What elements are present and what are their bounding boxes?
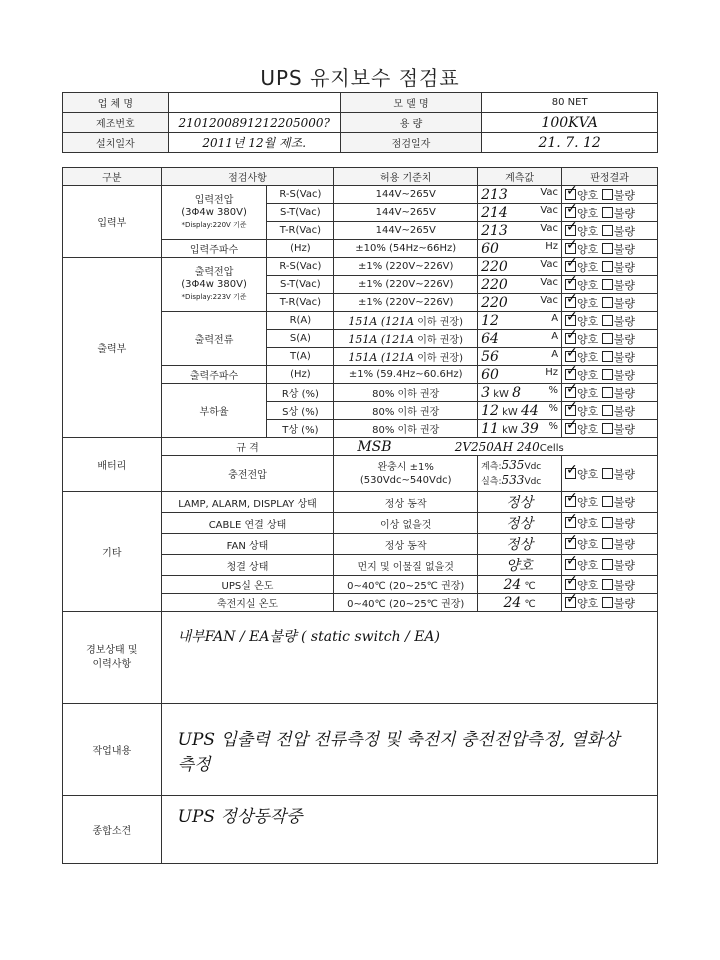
measured-unit: ℃ — [524, 598, 536, 610]
judge-cell: ✓ 양호 불량 — [562, 258, 658, 276]
row-standard: ±1% (59.4Hz~60.6Hz) — [334, 366, 478, 384]
row-item: (Hz) — [267, 366, 334, 384]
checkbox-bad[interactable] — [602, 387, 613, 398]
opinion-label: 종합소견 — [63, 796, 162, 864]
checkbox-bad[interactable] — [602, 405, 613, 416]
row-standard: 0~40℃ (20~25℃ 권장) — [334, 576, 478, 594]
row-item: T-R(Vac) — [267, 222, 334, 240]
measured-value: 60 — [481, 366, 499, 383]
row-item: R-S(Vac) — [267, 258, 334, 276]
judge-cell: ✓ 양호 불량 — [562, 204, 658, 222]
company-value — [168, 93, 340, 113]
row-standard: 이하 권장) — [414, 317, 463, 328]
checkbox-bad[interactable] — [602, 333, 613, 344]
judge-cell: ✓ 양호 불량 — [562, 240, 658, 258]
checkbox-good[interactable] — [565, 369, 576, 380]
table-row: T상 (%) 80% 이하 권장 11 kW 39 % ✓ 양호 불량 — [63, 420, 658, 438]
alarm-label-2: 이력사항 — [92, 658, 132, 670]
output-freq-label: 출력주파수 — [161, 366, 267, 384]
row-item: S-T(Vac) — [267, 204, 334, 222]
judge-cell: ✓ 양호 불량 — [562, 594, 658, 612]
battery-maker: MSB — [357, 438, 392, 455]
judge-cell: ✓ 양호 불량 — [562, 348, 658, 366]
row-item: T상 (%) — [267, 420, 334, 438]
checkbox-bad[interactable] — [602, 225, 613, 236]
judge-cell: ✓ 양호 불량 — [562, 534, 658, 555]
checkbox-good[interactable] — [565, 559, 576, 570]
battery-spec: 2V250AH 240 — [454, 439, 540, 454]
checkbox-good[interactable] — [565, 496, 576, 507]
measured-unit: Vac — [540, 222, 559, 234]
checkbox-good[interactable] — [565, 468, 576, 479]
checkbox-good[interactable] — [565, 538, 576, 549]
measured-value: 220 — [481, 258, 508, 275]
section-input: 입력부 — [63, 186, 162, 258]
row-item: CABLE 연결 상태 — [161, 513, 334, 534]
row-standard-handwritten: 151A (121A — [348, 351, 415, 364]
judge-cell: ✓ 양호 불량 — [562, 330, 658, 348]
alarm-label: 경보상태 및 — [86, 644, 138, 656]
checkbox-good[interactable] — [565, 351, 576, 362]
judge-cell: ✓ 양호 불량 — [562, 492, 658, 513]
capacity-value: 100KVA — [482, 113, 658, 133]
checkbox-good[interactable] — [565, 225, 576, 236]
output-current-label: 출력전류 — [161, 312, 267, 366]
measured-value: 213 — [481, 222, 508, 239]
row-standard: 이상 없을것 — [334, 513, 478, 534]
measured-unit: Vac — [540, 186, 559, 198]
measured-value: 214 — [481, 204, 508, 221]
row-item: UPS실 온도 — [161, 576, 334, 594]
measured-value: 24 — [503, 594, 522, 611]
section-etc: 기타 — [63, 492, 162, 612]
row-item: (Hz) — [267, 240, 334, 258]
measured-unit: Vac — [540, 276, 559, 288]
judge-cell: ✓ 양호 불량 — [562, 276, 658, 294]
checkbox-bad[interactable] — [602, 207, 613, 218]
table-row: S상 (%) 80% 이하 권장 12 kW 44 % ✓ 양호 불량 — [63, 402, 658, 420]
row-item: LAMP, ALARM, DISPLAY 상태 — [161, 492, 334, 513]
row-standard: 정상 동작 — [334, 534, 478, 555]
measured-unit: ℃ — [524, 580, 536, 592]
row-standard: ±1% (220V~226V) — [334, 258, 478, 276]
battery-charge-label: 충전전압 — [161, 456, 334, 492]
header-category: 구분 — [63, 168, 162, 186]
page-title: UPS 유지보수 점검표 — [260, 66, 460, 90]
inspect-label: 점검일자 — [340, 133, 482, 153]
measured-unit: Hz — [545, 240, 559, 252]
judge-cell: ✓ 양호 불량 — [562, 222, 658, 240]
header-result: 판정결과 — [562, 168, 658, 186]
measured-unit: A — [551, 330, 559, 342]
company-label: 업 체 명 — [63, 93, 169, 113]
measured-value: 양호 — [506, 558, 534, 574]
row-standard: 144V~265V — [334, 204, 478, 222]
table-row — [63, 438, 658, 456]
checkbox-bad[interactable] — [602, 423, 613, 434]
alarm-value: 내부FAN / EA불량 ( static switch / EA) — [161, 612, 657, 704]
checkbox-bad[interactable] — [602, 315, 613, 326]
row-standard: 80% 이하 권장 — [334, 384, 478, 402]
row-standard: 정상 동작 — [334, 492, 478, 513]
row-item: R(A) — [267, 312, 334, 330]
input-freq-label: 입력주파수 — [161, 240, 267, 258]
measured-unit: Vac — [540, 204, 559, 216]
row-standard: 80% 이하 권장 — [334, 402, 478, 420]
row-standard: 이하 권장) — [414, 335, 463, 346]
judge-cell: ✓ 양호 불량 — [562, 576, 658, 594]
checkbox-bad[interactable] — [602, 297, 613, 308]
battery-spec-label: 규 격 — [161, 438, 334, 456]
checkbox-good[interactable] — [565, 243, 576, 254]
checkbox-bad[interactable] — [602, 261, 613, 272]
inspection-table — [62, 167, 658, 864]
checkbox-bad[interactable] — [602, 189, 613, 200]
measured-unit: Vac — [540, 258, 559, 270]
battery-charge-range: (530Vdc~540Vdc) — [359, 474, 452, 486]
row-standard: 80% 이하 권장 — [334, 420, 478, 438]
row-item: T-R(Vac) — [267, 294, 334, 312]
row-standard-handwritten: 151A (121A — [348, 315, 415, 328]
measured-value: 60 — [481, 240, 499, 257]
measured-value: 56 — [481, 348, 499, 365]
judge-cell: ✓ 양호 불량 — [562, 420, 658, 438]
output-load-label: 부하율 — [161, 384, 267, 438]
row-item: R-S(Vac) — [267, 186, 334, 204]
work-label: 작업내용 — [63, 704, 162, 796]
checkbox-bad[interactable] — [602, 579, 613, 590]
judge-cell: ✓ 양호 불량 — [562, 513, 658, 534]
row-item: R상 (%) — [267, 384, 334, 402]
measured-value: 정상 — [506, 537, 534, 553]
judge-cell: ✓ 양호 불량 — [562, 366, 658, 384]
battery-cells-unit: Cells — [539, 442, 564, 454]
measured-value: 24 — [503, 576, 522, 593]
input-voltage-label: 입력전압 — [194, 194, 234, 206]
checkbox-good[interactable] — [565, 207, 576, 218]
checkbox-bad[interactable] — [602, 369, 613, 380]
judge-cell: ✓ 양호 불량 — [562, 555, 658, 576]
work-value: UPS 입출력 전압 전류측정 및 축전지 충전전압측정, 열화상 측정 — [161, 704, 657, 796]
row-standard: 이하 권장) — [414, 353, 463, 364]
row-item: FAN 상태 — [161, 534, 334, 555]
checkbox-bad[interactable] — [602, 538, 613, 549]
checkbox-bad[interactable] — [602, 351, 613, 362]
header-measured: 계측값 — [478, 168, 562, 186]
checkbox-bad[interactable] — [602, 496, 613, 507]
measured-unit: Vac — [540, 294, 559, 306]
row-standard: ±1% (220V~226V) — [334, 294, 478, 312]
checkbox-good[interactable] — [565, 387, 576, 398]
serial-value: 2101200891212205000? — [168, 113, 340, 133]
measured-unit: A — [551, 312, 559, 324]
serial-label: 제조번호 — [63, 113, 169, 133]
opinion-row — [63, 796, 658, 864]
row-standard: 144V~265V — [334, 222, 478, 240]
row-standard: 0~40℃ (20~25℃ 권장) — [334, 594, 478, 612]
alarm-row — [63, 612, 658, 704]
checkbox-good[interactable] — [565, 189, 576, 200]
capacity-label: 용 량 — [340, 113, 482, 133]
checkbox-good[interactable] — [565, 279, 576, 290]
checkbox-bad[interactable] — [602, 243, 613, 254]
inspect-value: 21. 7. 12 — [482, 133, 658, 153]
row-item: S(A) — [267, 330, 334, 348]
input-voltage-note: *Display:220V 기준 — [181, 220, 247, 229]
row-item: S-T(Vac) — [267, 276, 334, 294]
judge-cell: ✓ 양호 불량 — [562, 294, 658, 312]
row-item: S상 (%) — [267, 402, 334, 420]
install-value: 2011년 12월 제조. — [168, 133, 340, 153]
row-item: T(A) — [267, 348, 334, 366]
checkbox-bad[interactable] — [602, 468, 613, 479]
checkbox-bad[interactable] — [602, 279, 613, 290]
row-item: 축전지실 온도 — [161, 594, 334, 612]
checkbox-good[interactable] — [565, 597, 576, 608]
measured-value: 정상 — [506, 516, 534, 532]
battery-charge-std: 완충시 ±1% — [377, 461, 434, 473]
model-label: 모 델 명 — [340, 93, 482, 113]
checkbox-good[interactable] — [565, 423, 576, 434]
measured-value: 12 — [481, 312, 499, 329]
measured-value: 정상 — [506, 495, 534, 511]
measured-value: 220 — [481, 276, 508, 293]
table-row: 충전전압 완충시 ±1% (530Vdc~540Vdc) 계측:535Vdc 실측:533Vdc ✓양호 불량 — [63, 456, 658, 492]
table-row: 부하율 R상 (%) 80% 이하 권장 3 kW 8 % ✓ 양호 불량 — [63, 384, 658, 402]
input-voltage-spec: (3Φ4w 380V) — [181, 206, 247, 218]
checkbox-good[interactable] — [565, 261, 576, 272]
checkbox-good[interactable] — [565, 315, 576, 326]
checkbox-good[interactable] — [565, 297, 576, 308]
measured-unit: Hz — [545, 366, 559, 378]
measured-value: 220 — [481, 294, 508, 311]
row-standard: ±10% (54Hz~66Hz) — [334, 240, 478, 258]
checkbox-good[interactable] — [565, 579, 576, 590]
output-voltage-spec: (3Φ4w 380V) — [181, 278, 247, 290]
section-battery: 배터리 — [63, 438, 162, 492]
row-standard-handwritten: 151A (121A — [348, 333, 415, 346]
work-row — [63, 704, 658, 796]
checkbox-good[interactable] — [565, 333, 576, 344]
install-label: 설치일자 — [63, 133, 169, 153]
section-output: 출력부 — [63, 258, 162, 438]
measured-unit: A — [551, 348, 559, 360]
output-voltage-note: *Display:223V 기준 — [181, 292, 247, 301]
checkbox-bad[interactable] — [602, 517, 613, 528]
info-table — [62, 92, 658, 153]
row-standard: 144V~265V — [334, 186, 478, 204]
output-voltage-label: 출력전압 — [194, 266, 234, 278]
table-row — [63, 492, 658, 513]
judge-cell: ✓ 양호 불량 — [562, 186, 658, 204]
judge-cell: ✓ 양호 불량 — [562, 384, 658, 402]
model-value: 80 NET — [482, 93, 658, 113]
row-standard: 먼지 및 이물질 없을것 — [334, 555, 478, 576]
judge-cell: ✓양호 불량 — [562, 456, 658, 492]
measured-value: 213 — [481, 186, 508, 203]
measured-value: 64 — [481, 330, 499, 347]
judge-cell: ✓ 양호 불량 — [562, 312, 658, 330]
header-standard: 허용 기준치 — [334, 168, 478, 186]
row-standard: ±1% (220V~226V) — [334, 276, 478, 294]
checkbox-good[interactable] — [565, 405, 576, 416]
checkbox-bad[interactable] — [602, 597, 613, 608]
checkbox-bad[interactable] — [602, 559, 613, 570]
judge-cell: ✓ 양호 불량 — [562, 402, 658, 420]
checkbox-good[interactable] — [565, 517, 576, 528]
row-item: 청결 상태 — [161, 555, 334, 576]
header-item: 점검사항 — [161, 168, 334, 186]
opinion-value: UPS 정상동작중 — [161, 796, 657, 864]
